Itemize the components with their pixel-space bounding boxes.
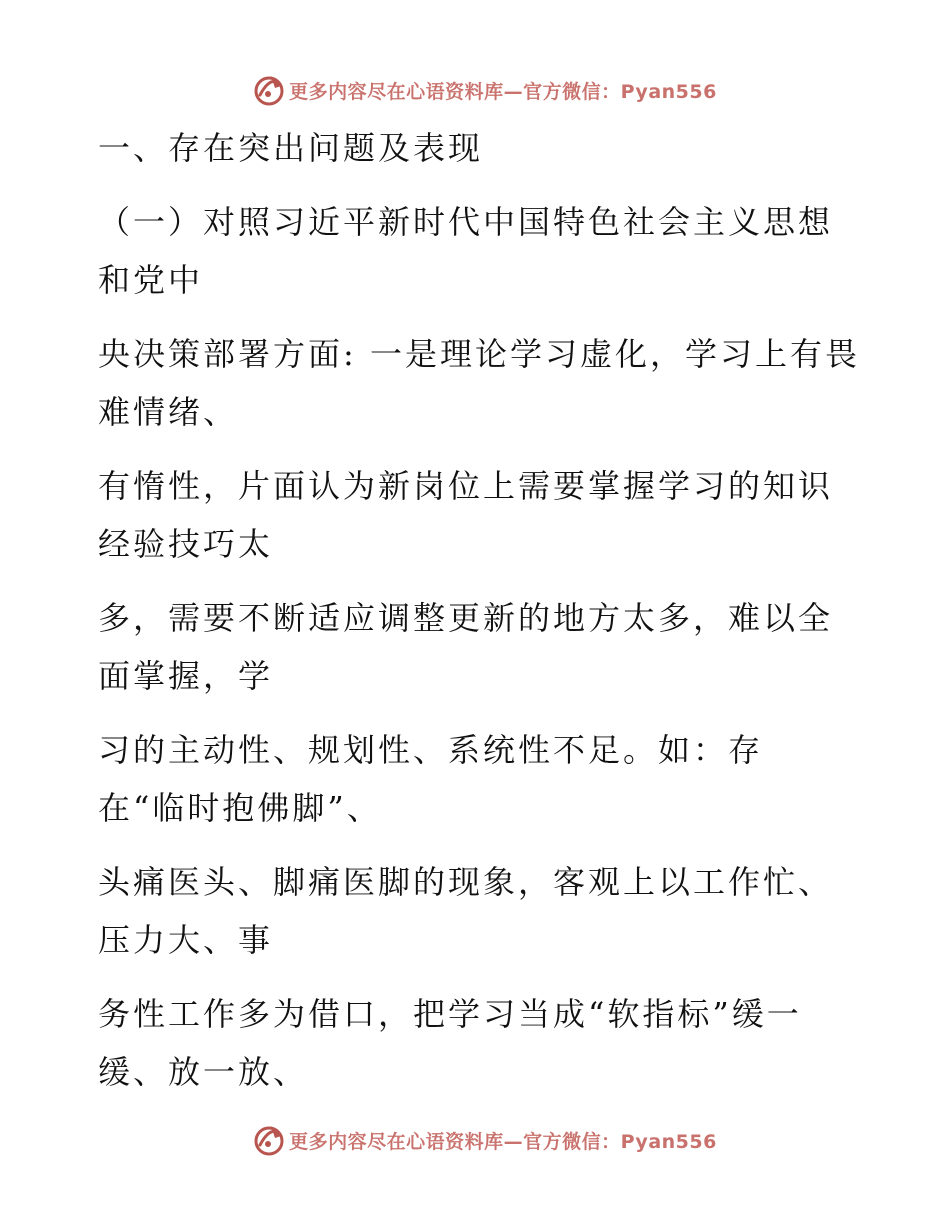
red-seal-logo-icon [251,72,287,108]
paragraph-line: （一）对照习近平新时代中国特色社会主义思想 [98,203,834,241]
paragraph-line: 经验技巧太 [98,525,274,563]
paragraph-line: 在“临时抱佛脚”、 [98,789,382,827]
header-watermark [0,68,950,112]
paragraph-line: 缓、放一放、 [98,1053,309,1091]
watermark-text: 更多内容尽在心语资料库—官方微信：Pyan556 [289,80,717,103]
paragraph-line: 面掌握，学 [98,657,274,695]
paragraph-line: 难情绪、 [98,393,239,431]
paragraph-line: 多，需要不断适应调整更新的地方太多，难以全 [98,599,834,637]
paragraph-line: 有惰性，片面认为新岗位上需要掌握学习的知识 [98,467,834,505]
paragraph-line: 务性工作多为借口，把学习当成“软指标”缓一 [98,995,802,1033]
watermark-text: 更多内容尽在心语资料库—官方微信：Pyan556 [289,1130,717,1153]
paragraph-line: 和党中 [98,261,204,299]
red-seal-logo-icon [251,1122,287,1158]
paragraph-line: 习的主动性、规划性、系统性不足。如：存 [98,731,764,769]
section-heading: 一、存在突出问题及表现 [98,129,484,167]
footer-watermark [0,1118,950,1162]
paragraph-line: 头痛医头、脚痛医脚的现象，客观上以工作忙、 [98,863,834,901]
paragraph-line: 央决策部署方面: 一是理论学习虚化，学习上有畏 [98,335,860,373]
paragraph-line: 压力大、事 [98,921,274,959]
